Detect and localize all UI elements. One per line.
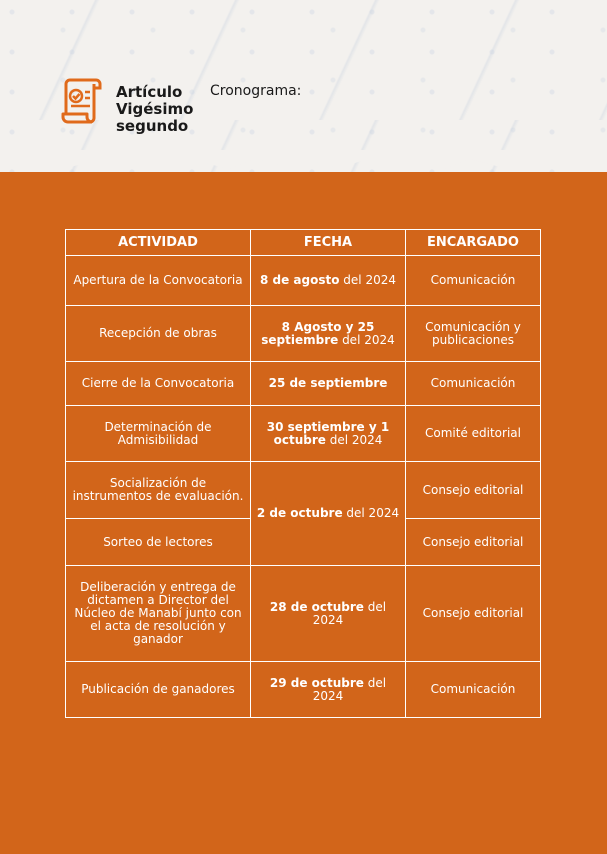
table-row [66, 462, 541, 519]
date-rest: del 2024 [312, 675, 387, 703]
activity-cell: Socialización de instrumentos de evaluación. [66, 462, 251, 519]
column-header-owner: ENCARGADO [406, 230, 541, 256]
owner-cell: Comunicación [406, 256, 541, 306]
date-cell [251, 362, 406, 406]
date-bold: 8 de agosto [259, 273, 340, 287]
table-row [66, 662, 541, 718]
activity-cell: Deliberación y entrega de dictamen a Director del Núcleo de Manabí junto con el acta de resolución y ganador [66, 566, 251, 662]
date-rest: del 2024 [339, 273, 396, 287]
column-header-activity: ACTIVIDAD [66, 230, 251, 256]
date-bold: 8 Agosto y 25 septiembre [261, 319, 375, 347]
date-cell [251, 566, 406, 662]
table-row [66, 362, 541, 406]
activity-cell: Recepción de obras [66, 306, 251, 362]
owner-cell: Consejo editorial [406, 462, 541, 519]
date-bold: 28 de octubre [269, 599, 364, 614]
table-row [66, 256, 541, 306]
date-cell [251, 462, 406, 566]
activity-cell: Apertura de la Convocatoria [66, 256, 251, 306]
column-header-date: FECHA [251, 230, 406, 256]
date-bold: 25 de septiembre [268, 376, 388, 390]
date-rest: del 2024 [342, 506, 400, 520]
brand-line-1: Artículo [116, 83, 183, 101]
brand-line-3: segundo [116, 117, 189, 135]
brand-line-2: Vigésimo [116, 100, 194, 118]
date-bold: 29 de octubre [269, 675, 364, 690]
date-cell [251, 306, 406, 362]
torn-paper-edge [0, 150, 607, 180]
date-rest: del 2024 [325, 432, 383, 447]
date-cell [251, 406, 406, 462]
owner-cell: Comunicación y publicaciones [406, 306, 541, 362]
date-rest: del 2024 [338, 332, 395, 347]
page-subtitle: Cronograma: [210, 83, 302, 99]
schedule-table [65, 229, 541, 718]
table-row [66, 406, 541, 462]
date-cell [251, 662, 406, 718]
activity-cell: Sorteo de lectores [66, 519, 251, 566]
activity-cell: Publicación de ganadores [66, 662, 251, 718]
owner-cell: Consejo editorial [406, 519, 541, 566]
date-rest: del 2024 [312, 599, 387, 627]
owner-cell: Comité editorial [406, 406, 541, 462]
table-row [66, 306, 541, 362]
owner-cell: Comunicación [406, 662, 541, 718]
owner-cell: Comunicación [406, 362, 541, 406]
table-header-row [66, 230, 541, 256]
date-bold: 2 de octubre [256, 506, 343, 520]
date-bold: 30 septiembre y 1 octubre [266, 419, 390, 447]
brand-title [116, 84, 193, 135]
table-row [66, 566, 541, 662]
activity-cell: Cierre de la Convocatoria [66, 362, 251, 406]
document-check-icon [60, 76, 104, 124]
owner-cell: Consejo editorial [406, 566, 541, 662]
activity-cell: Determinación de Admisibilidad [66, 406, 251, 462]
date-cell [251, 256, 406, 306]
